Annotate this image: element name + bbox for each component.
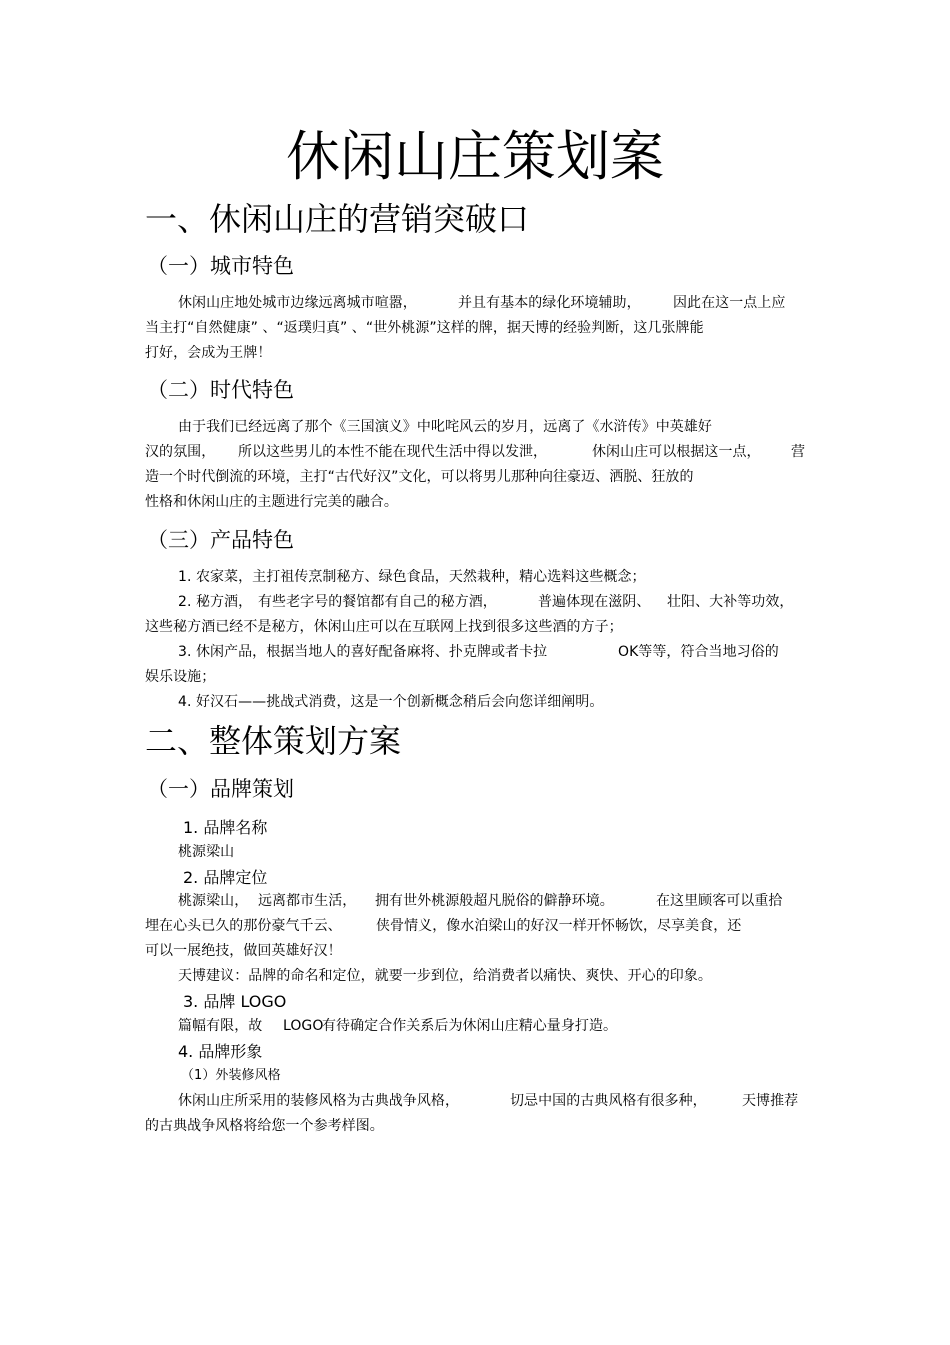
paragraph-line: 打好，会成为王牌！ [145, 345, 272, 361]
paragraph-line: 有待确定合作关系后为休闲山庄精心量身打造。 [322, 1018, 618, 1034]
paragraph-line: 休闲山庄所采用的装修风格为古典战争风格， [178, 1093, 459, 1109]
paragraph-line: OK等等，符合当地习俗的 [618, 644, 779, 660]
paragraph-line: 篇幅有限，故 [178, 1018, 263, 1034]
item-1-heading: 1. 品牌名称 [183, 818, 268, 837]
section-1-sub-3-heading: （三）产品特色 [147, 528, 294, 552]
paragraph-line: 天博推荐 [742, 1093, 799, 1109]
item-3-heading: 3. 品牌 LOGO [183, 992, 287, 1011]
paragraph-line: 由于我们已经远离了那个《三国演义》中叱咤风云的岁月，远离了《水浒传》中英雄好 [178, 419, 712, 435]
paragraph-line: 当主打“自然健康” 、“返璞归真” 、“世外桃源”这样的牌，据天博的经验判断，这几张牌能 [145, 320, 704, 336]
paragraph-line: 1. 农家菜，主打祖传烹制秘方、绿色食品，天然栽种，精心选料这些概念； [178, 569, 646, 585]
paragraph-line: 的古典战争风格将给您一个参考样图。 [145, 1118, 384, 1134]
paragraph-line: 天博建议：品牌的命名和定位，就要一步到位，给消费者以痛快、爽快、开心的印象。 [178, 968, 712, 984]
paragraph-line: 普遍体现在滋阴、 [538, 594, 651, 610]
item-2-heading: 2. 品牌定位 [183, 868, 268, 887]
paragraph-line: 桃源梁山， [178, 893, 249, 909]
paragraph-line: 桃源梁山 [178, 844, 235, 860]
paragraph-line: 4. 好汉石——挑战式消费，这是一个创新概念稍后会向您详细阐明。 [178, 694, 604, 710]
section-2-sub-1-heading: （一）品牌策划 [147, 777, 294, 801]
paragraph-line: 这些秘方酒已经不是秘方，休闲山庄可以在互联网上找到很多这些酒的方子； [145, 619, 623, 635]
paragraph-line: 埋在心头已久的那份豪气千云、 [145, 918, 342, 934]
paragraph-line: 在这里顾客可以重拾 [656, 893, 783, 909]
paragraph-line: 远离都市生活， [258, 893, 357, 909]
paragraph-line: 性格和休闲山庄的主题进行完美的融合。 [145, 494, 398, 510]
section-1-sub-2-heading: （二）时代特色 [147, 378, 294, 402]
paragraph-line: LOGO [283, 1018, 324, 1034]
paragraph-line: 营 [791, 444, 806, 460]
paragraph-line: 因此在这一点上应 [673, 295, 786, 311]
paragraph-line: 并且有基本的绿化环境辅助， [458, 295, 641, 311]
paragraph-line: 造一个时代倒流的环境，主打“古代好汉”文化，可以将男儿那种向往豪迈、洒脱、狂放的 [145, 469, 694, 485]
section-2-heading: 二、整体策划方案 [145, 722, 402, 760]
document-title: 休闲山庄策划案 [286, 125, 664, 188]
paragraph-line: 有些老字号的餐馆都有自己的秘方酒， [258, 594, 497, 610]
paragraph-line: 侠骨情义，像水泊梁山的好汉一样开怀畅饮，尽享美食，还 [376, 918, 742, 934]
paragraph-line: 3. 休闲产品，根据当地人的喜好配备麻将、扑克牌或者卡拉 [178, 644, 548, 660]
paragraph-line: 休闲山庄可以根据这一点， [592, 444, 761, 460]
paragraph-line: 汉的氛围， [145, 444, 216, 460]
paragraph-line: 可以一展绝技，做回英雄好汉！ [145, 943, 342, 959]
paragraph-line: 拥有世外桃源般超凡脱俗的僻静环境。 [375, 893, 614, 909]
section-1-heading: 一、休闲山庄的营销突破口 [145, 200, 530, 238]
paragraph-line: 2. 秘方酒， [178, 594, 253, 610]
paragraph-line: 休闲山庄地处城市边缘远离城市喧嚣， [178, 295, 417, 311]
paragraph-line: 娱乐设施； [145, 669, 216, 685]
item-4-heading: 4. 品牌形象 [178, 1042, 263, 1061]
item-4-subheading: （1）外装修风格 [181, 1068, 281, 1083]
section-1-sub-1-heading: （一）城市特色 [147, 254, 294, 278]
paragraph-line: 壮阳、大补等功效， [667, 594, 794, 610]
paragraph-line: 所以这些男儿的本性不能在现代生活中得以发泄， [238, 444, 548, 460]
paragraph-line: 切忌中国的古典风格有很多种， [510, 1093, 707, 1109]
